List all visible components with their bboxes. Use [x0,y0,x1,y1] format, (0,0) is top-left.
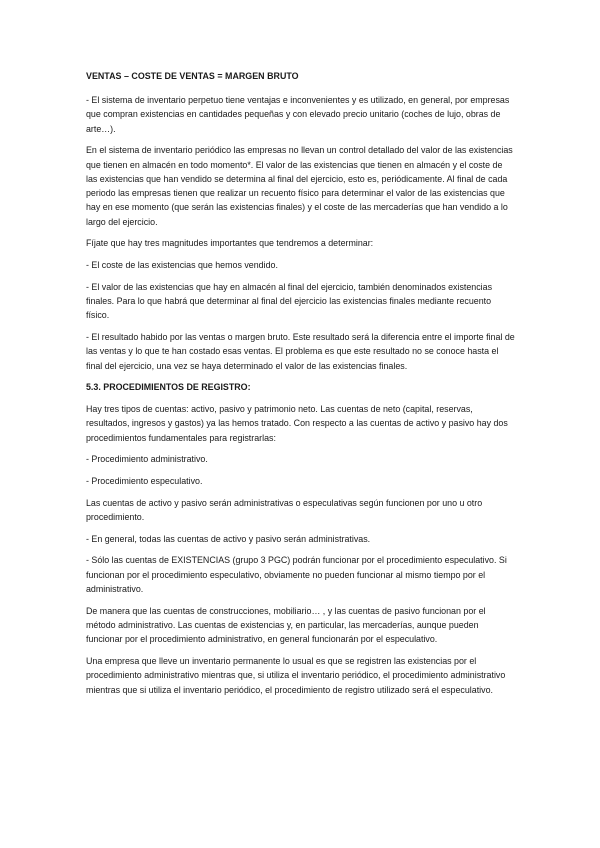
list-item-cost-of-sold: - El coste de las existencias que hemos vendido. [86,260,278,271]
paragraph-permanent-inventory: Una empresa que lleve un inventario permanente lo usual es que se registren las existencias por el procedimiento administrativo mientras que, si utiliza el inventario periódico, el procedimiento administrativo mientras que si utiliza el inventario periódico, el procedimiento de registro utilizado será el especulativo. [86,655,506,695]
list-item-existencias-speculative: - Sólo las cuentas de EXISTENCIAS (grupo 3 PGC) podrán funcionar por el procedimiento especulativo. Si funcionan por el procedimiento especulativo, obviamente no pueden funcionar al mismo tiempo por el administrativo. [86,555,507,594]
paragraph-periodic-inventory: En el sistema de inventario periódico las empresas no llevan un control detallado del valor de las existencias que tienen en almacén en todo momento*. El valor de las existencias que tienen en almacén y el coste de las existencias que han vendido se determina al final del ejercicio, esto es, periódicamente. Al final de cada periodo las empresas tienen que realizar un recuento físico para determinar el valor de las existencias que hay en ese momento (que serán las existencias finales) y el coste de las mercaderías que han vendido a lo largo del ejercicio. [86,145,513,227]
list-item-speculative: - Procedimiento especulativo. [86,476,203,487]
section-heading-registro: 5.3. PROCEDIMIENTOS DE REGISTRO: [86,382,251,393]
list-item-gross-margin: - El resultado habido por las ventas o margen bruto. Este resultado será la diferencia entre el importe final de las ventas y lo que te han costado esas ventas. El problema es que este resultado no se conoce hasta el final del ejercicio, una vez se haya determinado el valor de las existencias finales. [86,332,515,371]
list-item-final-stock-value: - El valor de las existencias que hay en almacén al final del ejercicio, también denominados existencias finales. Para lo que habrá que determinar al final del ejercicio las existencias finales mediante recuento físico. [86,281,493,321]
paragraph-perpetual-inventory: - El sistema de inventario perpetuo tiene ventajas e inconvenientes y es utilizado, en general, por empresas que compran existencias en cantidades pequeñas y con elevado precio unitario (coches de lujo, obras de arte…). [86,95,510,134]
paragraph-construction-accounts: De manera que las cuentas de construcciones, mobiliario… , y las cuentas de pasivo funcionan por el método administrativo. Las cuentas de existencias y, en particular, las mercaderías, aunque pueden funcionar por el procedimiento administrativo, en general funcionarán por el especulativo. [86,605,486,645]
list-item-general-administrative: - En general, todas las cuentas de activo y pasivo serán administrativas. [86,533,371,544]
list-item-administrative: - Procedimiento administrativo. [86,454,208,465]
document-title: VENTAS – COSTE DE VENTAS = MARGEN BRUTO [86,71,299,81]
paragraph-accounts-classification: Las cuentas de activo y pasivo serán administrativas o especulativas según funcionen por uno u otro procedimiento. [86,497,483,523]
paragraph-account-types: Hay tres tipos de cuentas: activo, pasivo y patrimonio neto. Las cuentas de neto (capital, reservas, resultados, ingresos y gastos) ya las hemos tratado. Con respecto a las cuentas de activo y pasivo hay dos procedimientos fundamentales para registrarlas: [86,404,508,443]
paragraph-three-magnitudes: Fíjate que hay tres magnitudes importantes que tendremos a determinar: [86,238,374,249]
